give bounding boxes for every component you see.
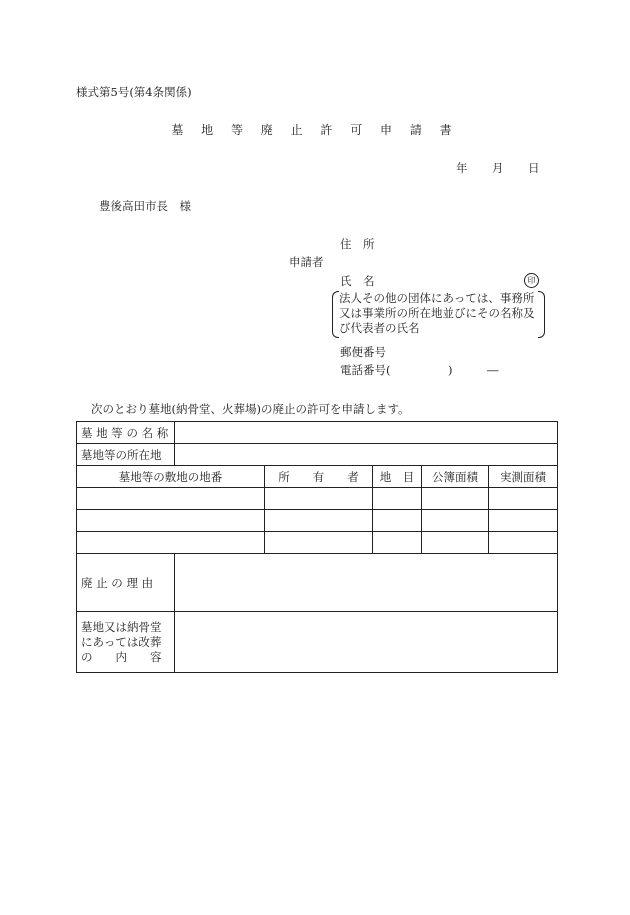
reburial-content-line: にあっては改葬 xyxy=(81,634,162,649)
registered-area-cell[interactable] xyxy=(422,532,489,554)
abolition-reason-label: 廃 止 の 理 由 xyxy=(77,554,175,612)
registered-area-cell[interactable] xyxy=(422,488,489,510)
abolition-reason-field[interactable] xyxy=(175,554,558,612)
cemetery-name-field[interactable] xyxy=(175,422,558,444)
date-year-label: 年 xyxy=(456,161,468,175)
date-month-label: 月 xyxy=(492,161,504,175)
land-category-cell[interactable] xyxy=(373,532,422,554)
registered-area-cell[interactable] xyxy=(422,510,489,532)
owner-cell[interactable] xyxy=(265,488,373,510)
corporate-note xyxy=(332,291,545,336)
reburial-content-line: 墓地又は納骨堂 xyxy=(81,619,162,634)
applicant-label: 申請者 xyxy=(289,255,324,269)
intro-text: 次のとおり墓地(納骨堂、火葬場)の廃止の許可を申請します。 xyxy=(91,402,410,416)
application-table xyxy=(76,421,558,673)
registered-area-header: 公簿面積 xyxy=(422,466,489,488)
measured-area-cell[interactable] xyxy=(489,532,558,554)
measured-area-cell[interactable] xyxy=(489,488,558,510)
addressee: 豊後高田市長 様 xyxy=(99,199,191,213)
name-label: 氏 名 xyxy=(340,274,375,288)
lot-number-cell[interactable] xyxy=(77,532,265,554)
table-row xyxy=(77,510,558,532)
measured-area-header: 実測面積 xyxy=(489,466,558,488)
lot-number-cell[interactable] xyxy=(77,510,265,532)
cemetery-location-field[interactable] xyxy=(175,444,558,466)
owner-cell[interactable] xyxy=(265,532,373,554)
right-bracket xyxy=(538,291,545,338)
reburial-content-line: の 内 容 xyxy=(81,649,162,664)
cemetery-location-label: 墓地等の所在地 xyxy=(77,444,175,466)
reburial-content-field[interactable] xyxy=(175,612,558,673)
reburial-content-label xyxy=(77,612,175,673)
postal-code-label: 郵便番号 xyxy=(340,345,386,359)
land-category-cell[interactable] xyxy=(373,510,422,532)
land-category-cell[interactable] xyxy=(373,488,422,510)
measured-area-cell[interactable] xyxy=(489,510,558,532)
form-number: 様式第5号(第4条関係) xyxy=(76,85,192,99)
table-row xyxy=(77,532,558,554)
owner-header: 所 有 者 xyxy=(265,466,373,488)
document-title: 墓 地 等 廃 止 許 可 申 請 書 xyxy=(171,123,459,137)
table-row xyxy=(77,488,558,510)
lot-number-cell[interactable] xyxy=(77,488,265,510)
lot-number-header: 墓地等の敷地の地番 xyxy=(77,466,265,488)
left-bracket xyxy=(332,291,339,338)
seal-mark: 印 xyxy=(524,273,539,288)
date-day-label: 日 xyxy=(528,161,540,175)
land-category-header: 地 目 xyxy=(373,466,422,488)
owner-cell[interactable] xyxy=(265,510,373,532)
cemetery-name-label: 墓 地 等 の 名 称 xyxy=(77,422,175,444)
corporate-note-text: 法人その他の団体にあっては、事務所又は事業所の所在地並びにその名称及び代表者の氏名 xyxy=(339,291,535,335)
address-label: 住 所 xyxy=(340,237,375,251)
phone-number-label: 電話番号( ) ― xyxy=(340,363,499,377)
